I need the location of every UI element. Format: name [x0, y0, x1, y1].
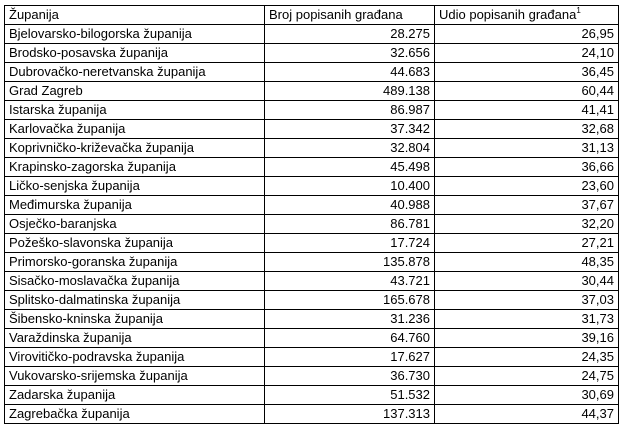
county-cell: Osječko-baranjska — [5, 215, 265, 234]
county-cell: Dubrovačko-neretvanska županija — [5, 63, 265, 82]
registered-count-cell: 17.724 — [265, 234, 435, 253]
registered-share-cell: 48,35 — [435, 253, 619, 272]
county-cell: Šibensko-kninska županija — [5, 310, 265, 329]
registered-count-cell: 86.781 — [265, 215, 435, 234]
table-row — [5, 158, 619, 177]
registered-count-cell: 489.138 — [265, 82, 435, 101]
county-cell: Požeško-slavonska županija — [5, 234, 265, 253]
table-row — [5, 367, 619, 386]
table-row — [5, 234, 619, 253]
registered-count-cell: 165.678 — [265, 291, 435, 310]
table-row — [5, 139, 619, 158]
county-cell: Varaždinska županija — [5, 329, 265, 348]
registered-count-cell: 86.987 — [265, 101, 435, 120]
table-row — [5, 253, 619, 272]
county-cell: Karlovačka županija — [5, 120, 265, 139]
table-body — [5, 25, 619, 424]
registered-share-cell: 39,16 — [435, 329, 619, 348]
registered-share-cell: 24,35 — [435, 348, 619, 367]
registered-share-cell: 37,67 — [435, 196, 619, 215]
county-cell: Istarska županija — [5, 101, 265, 120]
county-cell: Virovitičko-podravska županija — [5, 348, 265, 367]
registered-share-cell: 24,10 — [435, 44, 619, 63]
table-row — [5, 348, 619, 367]
table-header — [5, 6, 619, 25]
table-row — [5, 120, 619, 139]
registered-share-cell: 27,21 — [435, 234, 619, 253]
county-cell: Brodsko-posavska županija — [5, 44, 265, 63]
table-row — [5, 82, 619, 101]
table-row — [5, 44, 619, 63]
registered-share-cell: 30,44 — [435, 272, 619, 291]
header-row — [5, 6, 619, 25]
registered-count-cell: 51.532 — [265, 386, 435, 405]
table-row — [5, 329, 619, 348]
registered-count-cell: 43.721 — [265, 272, 435, 291]
county-cell: Bjelovarsko-bilogorska županija — [5, 25, 265, 44]
registered-share-cell: 44,37 — [435, 405, 619, 424]
county-cell: Primorsko-goranska županija — [5, 253, 265, 272]
registered-share-cell: 26,95 — [435, 25, 619, 44]
registered-count-cell: 40.988 — [265, 196, 435, 215]
county-cell: Splitsko-dalmatinska županija — [5, 291, 265, 310]
county-cell: Vukovarsko-srijemska županija — [5, 367, 265, 386]
header-registered-share-label: Udio popisanih građana — [439, 7, 577, 22]
header-registered-count: Broj popisanih građana — [265, 6, 435, 25]
registered-count-cell: 64.760 — [265, 329, 435, 348]
census-table-container — [4, 5, 619, 424]
county-cell: Koprivničko-križevačka županija — [5, 139, 265, 158]
registered-count-cell: 32.804 — [265, 139, 435, 158]
registered-share-cell: 31,73 — [435, 310, 619, 329]
county-cell: Grad Zagreb — [5, 82, 265, 101]
county-cell: Zadarska županija — [5, 386, 265, 405]
registered-share-cell: 30,69 — [435, 386, 619, 405]
registered-share-cell: 24,75 — [435, 367, 619, 386]
table-row — [5, 63, 619, 82]
footnote-marker: 1 — [576, 6, 581, 15]
header-county: Županija — [5, 6, 265, 25]
table-row — [5, 386, 619, 405]
county-cell: Zagrebačka županija — [5, 405, 265, 424]
header-registered-share — [435, 6, 619, 25]
table-row — [5, 215, 619, 234]
registered-share-cell: 37,03 — [435, 291, 619, 310]
registered-count-cell: 28.275 — [265, 25, 435, 44]
registered-count-cell: 44.683 — [265, 63, 435, 82]
registered-share-cell: 41,41 — [435, 101, 619, 120]
census-table — [4, 5, 619, 424]
table-row — [5, 405, 619, 424]
county-cell: Međimurska županija — [5, 196, 265, 215]
registered-share-cell: 60,44 — [435, 82, 619, 101]
registered-count-cell: 135.878 — [265, 253, 435, 272]
registered-count-cell: 36.730 — [265, 367, 435, 386]
table-row — [5, 310, 619, 329]
registered-count-cell: 31.236 — [265, 310, 435, 329]
registered-share-cell: 36,66 — [435, 158, 619, 177]
registered-count-cell: 17.627 — [265, 348, 435, 367]
registered-share-cell: 31,13 — [435, 139, 619, 158]
table-row — [5, 272, 619, 291]
registered-count-cell: 37.342 — [265, 120, 435, 139]
registered-count-cell: 32.656 — [265, 44, 435, 63]
registered-count-cell: 45.498 — [265, 158, 435, 177]
county-cell: Krapinsko-zagorska županija — [5, 158, 265, 177]
registered-share-cell: 32,68 — [435, 120, 619, 139]
registered-count-cell: 137.313 — [265, 405, 435, 424]
county-cell: Sisačko-moslavačka županija — [5, 272, 265, 291]
table-row — [5, 101, 619, 120]
county-cell: Ličko-senjska županija — [5, 177, 265, 196]
registered-share-cell: 32,20 — [435, 215, 619, 234]
registered-share-cell: 36,45 — [435, 63, 619, 82]
table-row — [5, 196, 619, 215]
table-row — [5, 291, 619, 310]
table-row — [5, 25, 619, 44]
registered-count-cell: 10.400 — [265, 177, 435, 196]
registered-share-cell: 23,60 — [435, 177, 619, 196]
table-row — [5, 177, 619, 196]
